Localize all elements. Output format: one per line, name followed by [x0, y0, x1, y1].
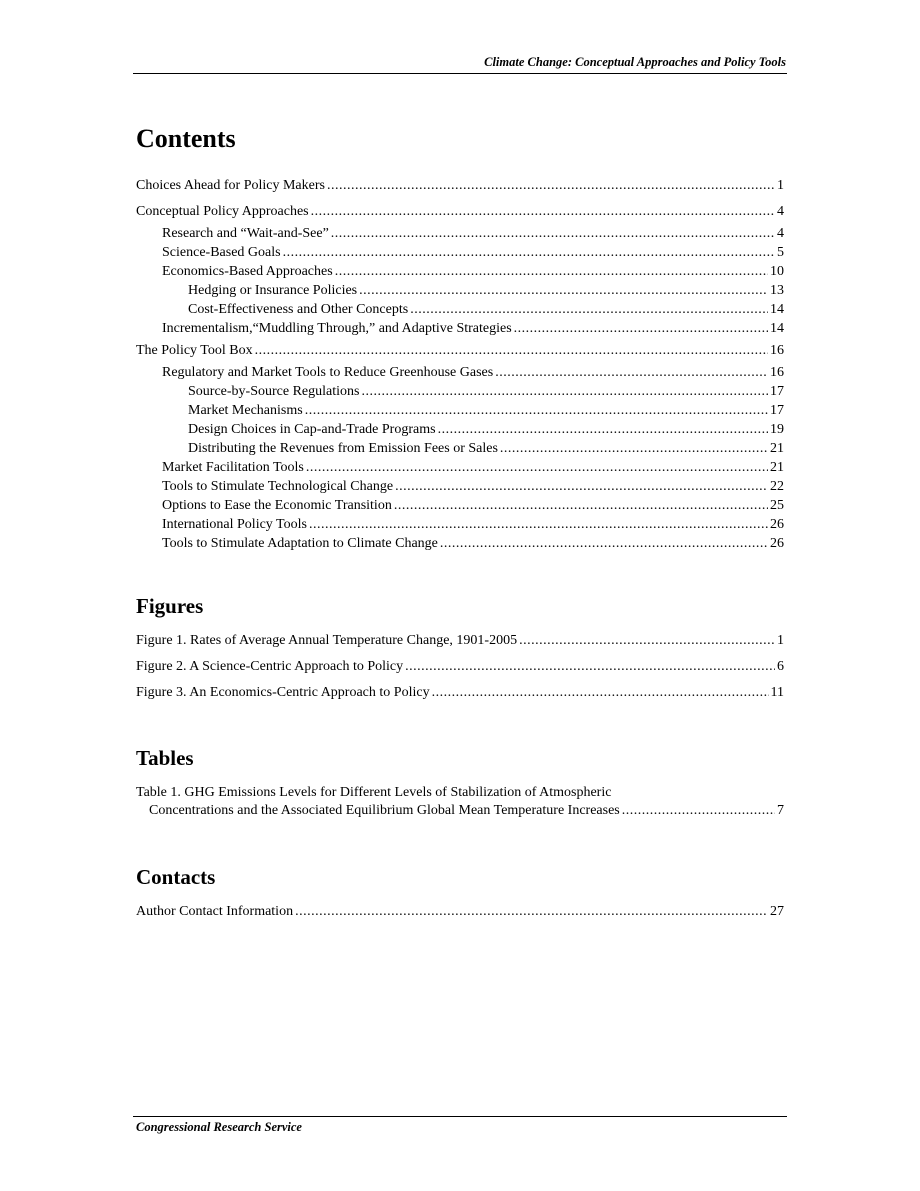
toc-entry-title: Cost-Effectiveness and Other Concepts [188, 302, 409, 317]
toc-entry-page: 26 [770, 536, 784, 551]
header-rule [133, 73, 787, 74]
toc-entry[interactable] [188, 421, 784, 439]
toc-entry-page: 16 [770, 365, 784, 380]
toc-leader [335, 263, 768, 281]
toc-entry-title: Market Facilitation Tools [162, 460, 304, 475]
toc-entry-page: 4 [777, 226, 784, 241]
toc-leader [405, 658, 775, 676]
toc-entry[interactable] [162, 244, 784, 262]
toc-leader [440, 535, 768, 553]
toc-entry-title: Choices Ahead for Policy Makers [136, 178, 325, 193]
toc-entry-page: 17 [770, 384, 784, 399]
toc-entry-title: Figure 1. Rates of Average Annual Temperature Change, 1901-2005 [136, 633, 518, 648]
toc-entry[interactable] [136, 684, 784, 702]
toc-leader [622, 802, 775, 820]
toc-entry[interactable] [162, 459, 784, 477]
toc-entry[interactable] [162, 263, 784, 281]
toc-entry-page: 16 [770, 343, 784, 358]
contents-heading: Contents [136, 124, 236, 153]
toc-entry-page: 7 [777, 803, 784, 818]
toc-leader [305, 402, 768, 420]
contacts-heading: Contacts [136, 865, 216, 889]
toc-entry-title: Incrementalism,“Muddling Through,” and Adaptive Strategies [162, 321, 512, 336]
toc-leader [309, 516, 768, 534]
toc-entry[interactable] [136, 784, 784, 820]
toc-leader [519, 632, 775, 650]
toc-entry[interactable] [136, 632, 784, 650]
toc-leader [295, 903, 768, 921]
toc-entry-page: 13 [770, 283, 784, 298]
toc-leader [495, 364, 768, 382]
toc-entry[interactable] [188, 402, 784, 420]
tables-heading: Tables [136, 746, 194, 770]
toc-entry-page: 14 [770, 302, 784, 317]
toc-entry-page: 19 [770, 422, 784, 437]
toc-entry[interactable] [188, 440, 784, 458]
toc-entry-page: 1 [777, 633, 784, 648]
toc-leader [500, 440, 768, 458]
toc-entry[interactable] [188, 383, 784, 401]
figures-heading: Figures [136, 594, 204, 618]
toc-entry[interactable] [162, 478, 784, 496]
toc-entry-title: Source-by-Source Regulations [188, 384, 360, 399]
toc-entry-title: Conceptual Policy Approaches [136, 204, 309, 219]
toc-entry[interactable] [162, 516, 784, 534]
toc-entry-page: 1 [777, 178, 784, 193]
toc-entry[interactable] [136, 203, 784, 221]
running-footer: Congressional Research Service [136, 1120, 302, 1134]
toc-leader [359, 282, 768, 300]
toc-leader [410, 301, 768, 319]
toc-leader [311, 203, 775, 221]
toc-entry-title: Regulatory and Market Tools to Reduce Greenhouse Gases [162, 365, 494, 380]
toc-leader [438, 421, 768, 439]
toc-entry-page: 21 [770, 441, 784, 456]
toc-entry-title: Economics-Based Approaches [162, 264, 333, 279]
toc-leader [306, 459, 768, 477]
toc-entry-page: 14 [770, 321, 784, 336]
toc-entry-title: International Policy Tools [162, 517, 307, 532]
toc-entry-title: Market Mechanisms [188, 403, 303, 418]
toc-entry[interactable] [162, 364, 784, 382]
toc-entry-title: Design Choices in Cap-and-Trade Programs [188, 422, 436, 437]
toc-entry-title: Figure 3. An Economics-Centric Approach to Policy [136, 685, 430, 700]
toc-entry-title: Science-Based Goals [162, 245, 281, 260]
toc-entry-title: Distributing the Revenues from Emission Fees or Sales [188, 441, 498, 456]
toc-entry-page: 6 [777, 659, 784, 674]
toc-leader [283, 244, 775, 262]
toc-entry-title: Author Contact Information [136, 904, 294, 919]
toc-leader [432, 684, 769, 702]
toc-entry[interactable] [136, 177, 784, 195]
toc-entry-title-continued: Concentrations and the Associated Equilibrium Global Mean Temperature Increases [149, 803, 620, 818]
toc-entry-page: 21 [770, 460, 784, 475]
toc-entry-title: The Policy Tool Box [136, 343, 253, 358]
toc-entry[interactable] [162, 497, 784, 515]
toc-entry[interactable] [136, 903, 784, 921]
toc-entry-page: 26 [770, 517, 784, 532]
toc-leader [395, 478, 768, 496]
toc-entry[interactable] [162, 320, 784, 338]
toc-entry-title: Research and “Wait-and-See” [162, 226, 329, 241]
toc-entry-title: Options to Ease the Economic Transition [162, 498, 392, 513]
toc-entry[interactable] [136, 658, 784, 676]
toc-entry[interactable] [162, 535, 784, 553]
toc-entry-page: 25 [770, 498, 784, 513]
toc-entry-page: 5 [777, 245, 784, 260]
toc-leader [514, 320, 768, 338]
toc-entry-title: Table 1. GHG Emissions Levels for Different Levels of Stabilization of Atmospheric [136, 785, 612, 800]
toc-leader [361, 383, 768, 401]
toc-leader [331, 225, 775, 243]
running-header: Climate Change: Conceptual Approaches and Policy Tools [484, 55, 786, 69]
toc-entry-page: 22 [770, 479, 784, 494]
toc-entry-page: 10 [770, 264, 784, 279]
toc-entry-page: 11 [770, 685, 784, 700]
toc-entry-title: Tools to Stimulate Adaptation to Climate Change [162, 536, 438, 551]
toc-entry-title: Figure 2. A Science-Centric Approach to Policy [136, 659, 404, 674]
footer-rule [133, 1116, 787, 1117]
toc-leader [327, 177, 775, 195]
toc-entry-page: 17 [770, 403, 784, 418]
toc-entry-title: Hedging or Insurance Policies [188, 283, 358, 298]
toc-entry-page: 27 [770, 904, 784, 919]
toc-entry[interactable] [136, 342, 784, 360]
toc-entry[interactable] [188, 301, 784, 319]
toc-entry-page: 4 [777, 204, 784, 219]
toc-entry-title: Tools to Stimulate Technological Change [162, 479, 394, 494]
toc-leader [394, 497, 768, 515]
toc-entry[interactable] [188, 282, 784, 300]
toc-leader [255, 342, 768, 360]
toc-entry[interactable] [162, 225, 784, 243]
